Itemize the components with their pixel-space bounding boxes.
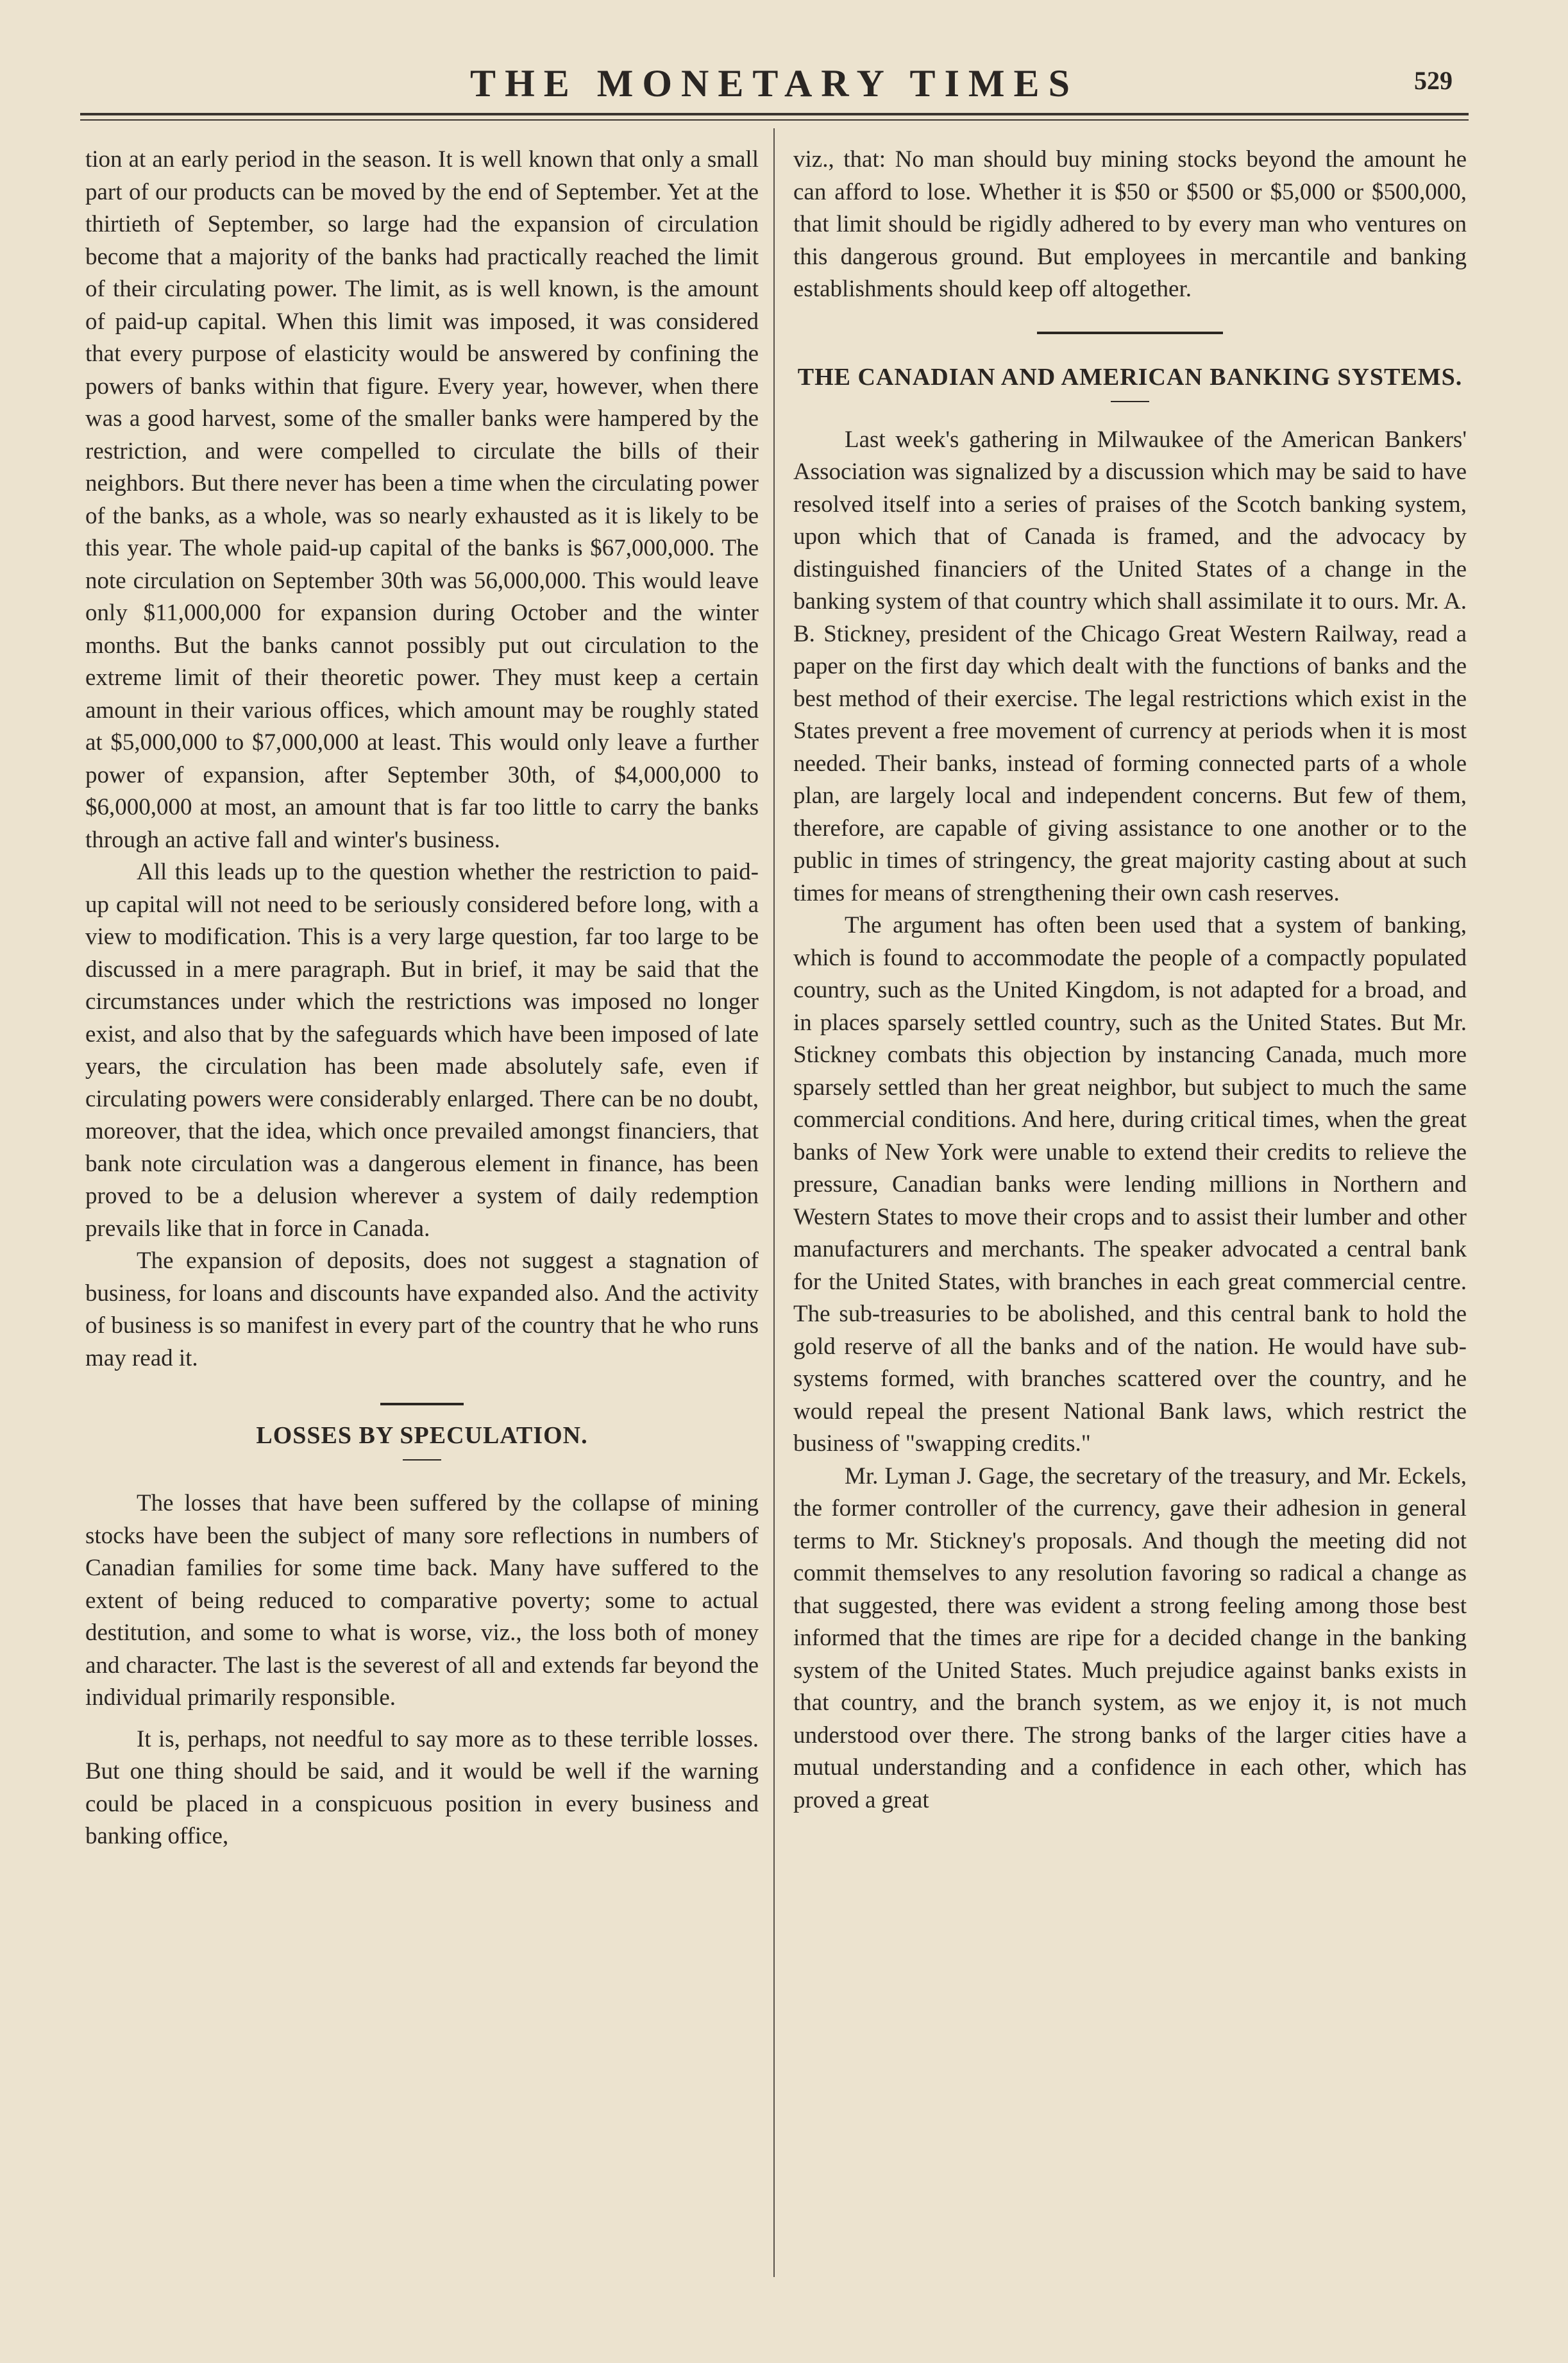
masthead <box>80 62 1469 106</box>
masthead-rule-thin <box>80 119 1469 121</box>
right-paragraph-2: Last week's gathering in Milwaukee of the American Bankers' Association was signalized by a discussion which may be said to have resolved itself into a series of praises of the Scotch banking system, upon which that of Canada is framed, and the advocacy by distinguished financiers of the United States of a change in the banking system of that country which shall assimilate it to ours. Mr. A. B. Stickney, president of the Chicago Great Western Railway, read a paper on the first day which dealt with the functions of banks and the best method of their exercise. The legal restrictions which exist in the States prevent a free movement of currency at periods when it is most needed. Their banks, instead of forming connected parts of a whole plan, are largely local and independent concerns. But few of them, therefore, are capable of giving assistance to one another or to the public in times of stringency, the great majority casting about at such times for means of strengthening their own cash reserves. <box>793 426 1467 906</box>
left-paragraph-1: tion at an early period in the season. It is well known that only a small part of our products can be moved by the end of September. Yet at the thirtieth of September, so large had the expansion of circulation become that a majority of the banks had practically reached the limit of their circulating power. The limit, as is well known, is the amount of paid-up capital. When this limit was imposed, it was considered that every purpose of elasticity would be answered by confining the powers of banks within that figure. Every year, however, when there was a good harvest, some of the smaller banks were hampered by the restriction, and were compelled to circulate the bills of their neighbors. But there never has been a time when the circulating power of the banks, as a whole, was so nearly exhausted as it is likely to be this year. The whole paid-up capital of the banks is $67,000,000. The note circulation on September 30th was 56,000,000. This would leave only $11,000,000 for expansion during October and the winter months. But the banks cannot possibly put out circulation to the extreme limit of their theoretic power. They must keep a certain amount in their various offices, which amount may be roughly stated at $5,000,000 to $7,000,000 at least. This would only leave a further power of expansion, after September 30th, of $4,000,000 to $6,000,000 at most, an amount that is far too little to carry the banks through an active fall and winter's business. <box>85 146 759 853</box>
left-paragraph-3: The expansion of deposits, does not suggest a stagnation of business, for loans and discounts have expanded also. And the activity of business is so manifest in every part of the country that he who runs may read it. <box>85 1248 759 1371</box>
right-paragraph-4: Mr. Lyman J. Gage, the secretary of the treasury, and Mr. Eckels, the former controller of the currency, gave their adhesion in general terms to Mr. Stickney's proposals. And though the meeting did not commit themselves to any resolution favoring so radical a change as that suggested, there was evident a strong feeling among those best informed that the times are ripe for a decided change in the banking system of the United States. Much prejudice against banks exists in that country, and the branch system, as we enjoy it, is not much understood over there. The strong banks of the larger cities have a mutual understanding and a confidence in each other, which has proved a great <box>793 1462 1467 1813</box>
right-paragraph-3: The argument has often been used that a system of banking, which is found to accommodate the people of a compactly populated country, such as the United Kingdom, is not adapted for a broad, and in places sparsely settled country, such as the United States. But Mr. Stickney combats this objection by instancing Canada, much more sparsely settled than her great neighbor, but subject to much the same commercial conditions. And here, during critical times, when the great banks of New York were unable to extend their credits to relieve the pressure, Canadian banks were lending millions in Northern and Western States to move their crops and to assist their lumber and other manufacturers and merchants. The speaker advocated a central bank for the United States, with branches in each great commercial centre. The sub-treasuries to be abolished, and this central bank to hold the gold reserve of all the banks and of the nation. He would have sub-systems formed, with branches scattered over the country, and he would repeal the present National Bank laws, which restrict the business of "swapping credits." <box>793 912 1467 1457</box>
left-paragraph-4: The losses that have been suffered by the collapse of mining stocks have been the subject of many sore reflections in numbers of Canadian families for some time back. Many have suffered to the extent of being reduced to comparative poverty; some to actual destitution, and some to what is worse, viz., the loss both of money and character. The last is the severest of all and extends far beyond the individual primarily responsible. <box>85 1490 759 1711</box>
publication-title: THE MONETARY TIMES <box>470 62 1079 105</box>
column-divider <box>773 128 775 2277</box>
left-paragraph-2: All this leads up to the question whether the restriction to paid-up capital will not need to be seriously considered before long, with a view to modification. This is a very large question, far too large to be discussed in a mere paragraph. But in brief, it may be said that the circumstances under which the restrictions was imposed no longer exist, and also that by the safeguards which have been imposed of late years, the circulation has been made absolutely safe, even if circulating powers were considerably enlarged. There can be no doubt, moreover, that the idea, which once prevailed amongst financiers, that bank note circulation was a dangerous element in finance, has been proved to be a delusion wherever a system of daily redemption prevails like that in force in Canada. <box>85 859 759 1242</box>
left-paragraph-5: It is, perhaps, not needful to say more as to these terrible losses. But one thing should be said, and it would be well if the warning could be placed in a conspicuous position in every business and banking office, <box>85 1725 759 1849</box>
masthead-rule <box>80 113 1469 115</box>
section-heading-banking: THE CANADIAN AND AMERICAN BANKING SYSTEMS. <box>797 363 1463 391</box>
section-heading-losses: LOSSES BY SPECULATION. <box>256 1422 588 1449</box>
right-paragraph-1: viz., that: No man should buy mining stocks beyond the amount he can afford to lose. Whether it is $50 or $500 or $5,000 or $500,000, that limit should be rigidly adhered to by every man who ventures on this dangerous ground. But employees in mercantile and banking establishments should keep off altogether. <box>793 146 1467 302</box>
page-number: 529 <box>1414 66 1453 95</box>
left-column <box>85 144 759 1853</box>
right-column <box>793 144 1467 1817</box>
